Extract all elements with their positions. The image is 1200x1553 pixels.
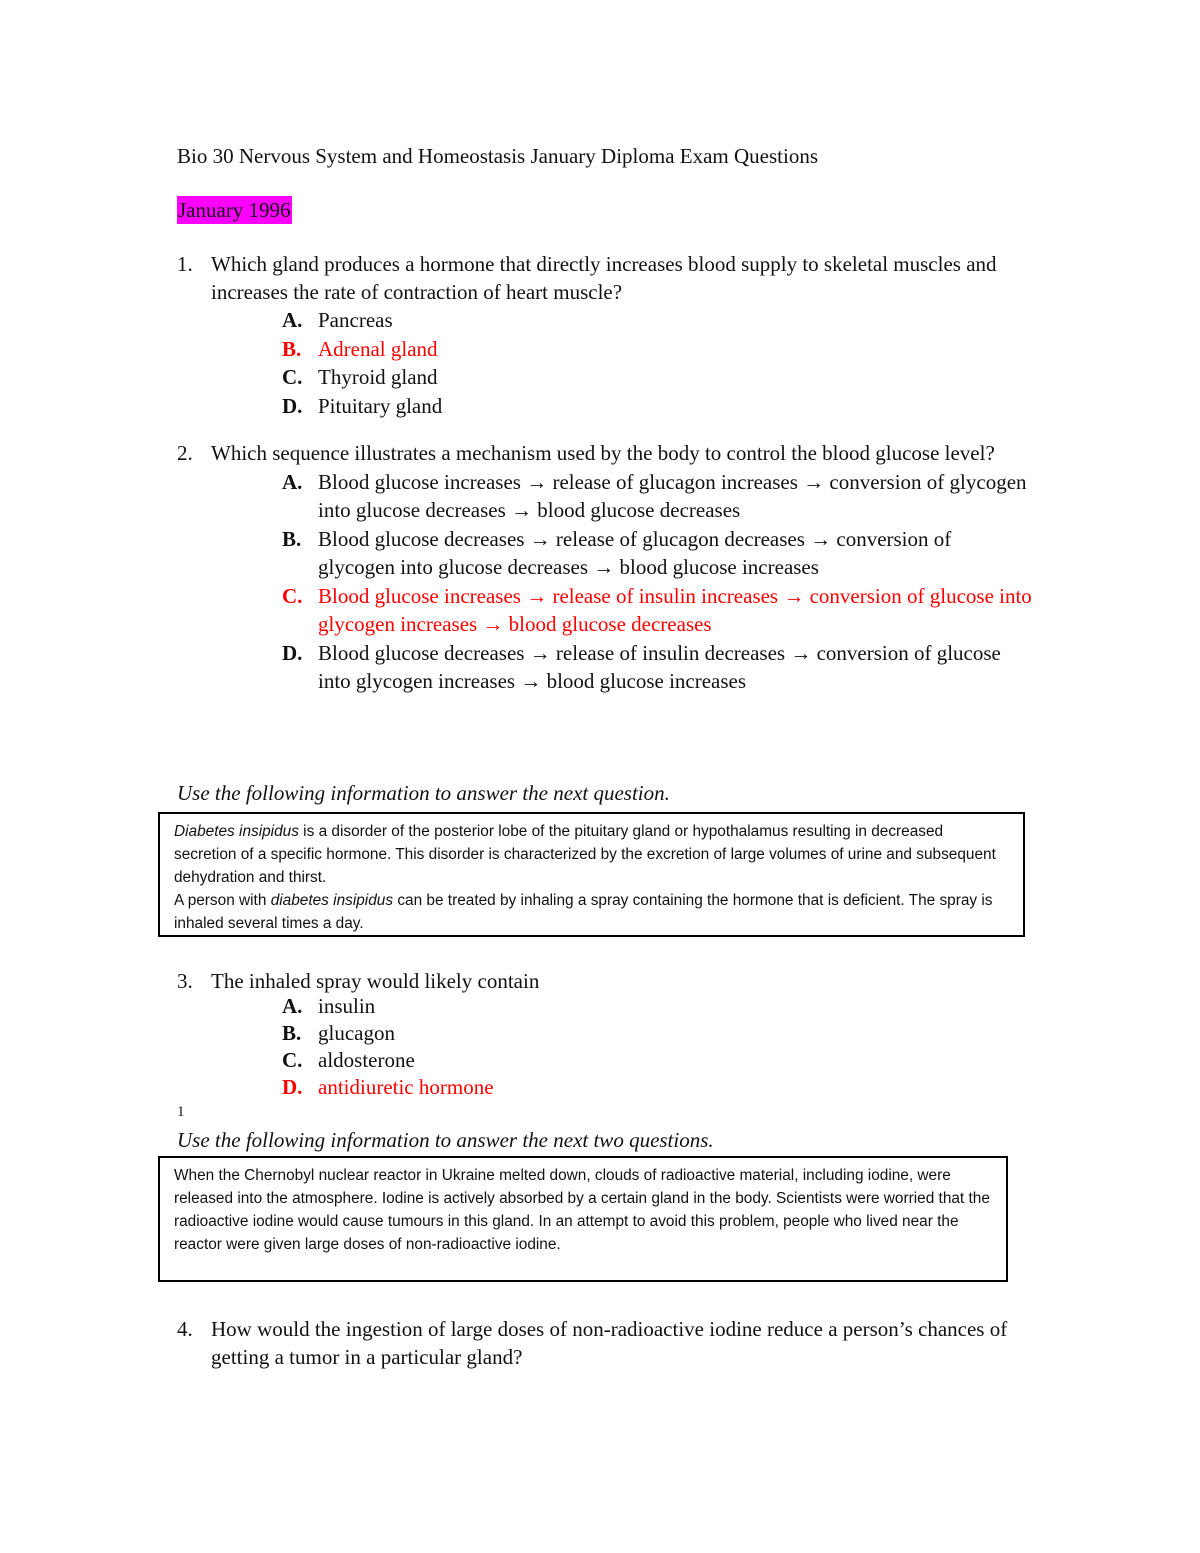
option-text: Thyroid gland <box>318 365 438 389</box>
info-paragraph <box>174 820 1009 889</box>
question-stem: Which gland produces a hormone that directly increases blood supply to skeletal muscles and increases the rate of contraction of heart muscle? <box>211 252 997 304</box>
option-letter: B. <box>282 526 302 551</box>
option-letter: A. <box>282 308 303 332</box>
question-number: 1. <box>177 252 193 276</box>
option-list <box>282 468 1041 696</box>
info-box-diabetes <box>158 812 1025 937</box>
option-list <box>282 993 1041 1101</box>
option-c-correct <box>282 582 1041 639</box>
option-b <box>282 525 1041 582</box>
info-text: can be treated by inhaling a spray containing the hormone that is deficient. The spray is inhaled several times a day. <box>174 892 993 932</box>
option-c <box>282 1047 1041 1074</box>
option-text: Pancreas <box>318 308 393 332</box>
option-c <box>282 363 1041 392</box>
question-stem: How would the ingestion of large doses of non-radioactive iodine reduce a person’s chances of getting a tumor in a particular gland? <box>211 1317 1008 1369</box>
option-text: glucagon <box>318 1020 395 1045</box>
option-b-correct <box>282 335 1041 364</box>
question-1 <box>177 251 1041 420</box>
option-text: Adrenal gland <box>318 336 438 361</box>
option-text: aldosterone <box>318 1047 415 1072</box>
option-letter: D. <box>282 393 303 418</box>
info-box-chernobyl <box>158 1156 1008 1282</box>
option-letter: C. <box>282 365 303 389</box>
option-text: Blood glucose decreases → release of insulin decreases → conversion of glucose into glycogen increases → blood glucose increases <box>318 640 1001 693</box>
option-letter: B. <box>282 336 302 361</box>
option-letter: C. <box>282 1047 303 1072</box>
option-a <box>282 468 1041 525</box>
info-text: is a disorder of the posterior lobe of the pituitary gland or hypothalamus resulting in decreased secretion of a specific hormone. This disorder is characterized by the excretion of large volumes of urine and subsequent dehydration and thirst. <box>174 823 996 886</box>
question-number: 4. <box>177 1317 193 1341</box>
term: Diabetes insipidus <box>174 823 299 840</box>
info-paragraph <box>174 889 1009 935</box>
question-number: 3. <box>177 969 193 993</box>
option-d-correct <box>282 1074 1041 1101</box>
option-text: antidiuretic hormone <box>318 1074 494 1099</box>
option-text: Blood glucose decreases → release of glucagon decreases → conversion of glycogen into glucose decreases → blood glucose increases <box>318 526 952 579</box>
option-letter: C. <box>282 583 303 608</box>
option-text: Pituitary gland <box>318 393 443 418</box>
term: diabetes insipidus <box>270 892 394 909</box>
option-letter: B. <box>282 1020 302 1045</box>
info-paragraph: When the Chernobyl nuclear reactor in Ukraine melted down, clouds of radioactive material, including iodine, were released into the atmosphere. Iodine is actively absorbed by a certain gland in the body. Scientists were worried that the radioactive iodine would cause tumours in this gland. In an attempt to avoid this problem, people who lived near the reactor were given large doses of non-radioactive iodine. <box>174 1167 990 1253</box>
question-number: 2. <box>177 441 193 465</box>
option-text: Blood glucose increases → release of insulin increases → conversion of glucose into glycogen increases → blood glucose decreases <box>318 583 1032 636</box>
info-intro: Use the following information to answer the next two questions. <box>177 1128 714 1152</box>
info-text: A person with <box>174 892 271 909</box>
question-3 <box>177 968 1041 1101</box>
option-a <box>282 993 1041 1020</box>
option-text: insulin <box>318 993 376 1018</box>
option-letter: D. <box>282 640 303 665</box>
option-list <box>282 306 1041 420</box>
option-letter: A. <box>282 469 303 494</box>
question-2 <box>177 440 1041 696</box>
option-a <box>282 306 1041 335</box>
option-text: Blood glucose increases → release of glucagon increases → conversion of glycogen into glucose decreases → blood glucose decreases <box>318 469 1027 522</box>
option-letter: A. <box>282 993 303 1018</box>
page-number: 1 <box>177 1104 185 1120</box>
question-stem: Which sequence illustrates a mechanism used by the body to control the blood glucose level? <box>211 441 995 465</box>
option-b <box>282 1020 1041 1047</box>
question-4 <box>177 1316 1041 1371</box>
question-stem: The inhaled spray would likely contain <box>211 969 540 993</box>
option-d <box>282 392 1041 421</box>
document-title: Bio 30 Nervous System and Homeostasis January Diploma Exam Questions <box>177 144 819 168</box>
section-label: January 1996 <box>178 198 291 222</box>
info-intro: Use the following information to answer the next question. <box>177 781 670 805</box>
option-letter: D. <box>282 1074 303 1099</box>
option-d <box>282 639 1041 696</box>
